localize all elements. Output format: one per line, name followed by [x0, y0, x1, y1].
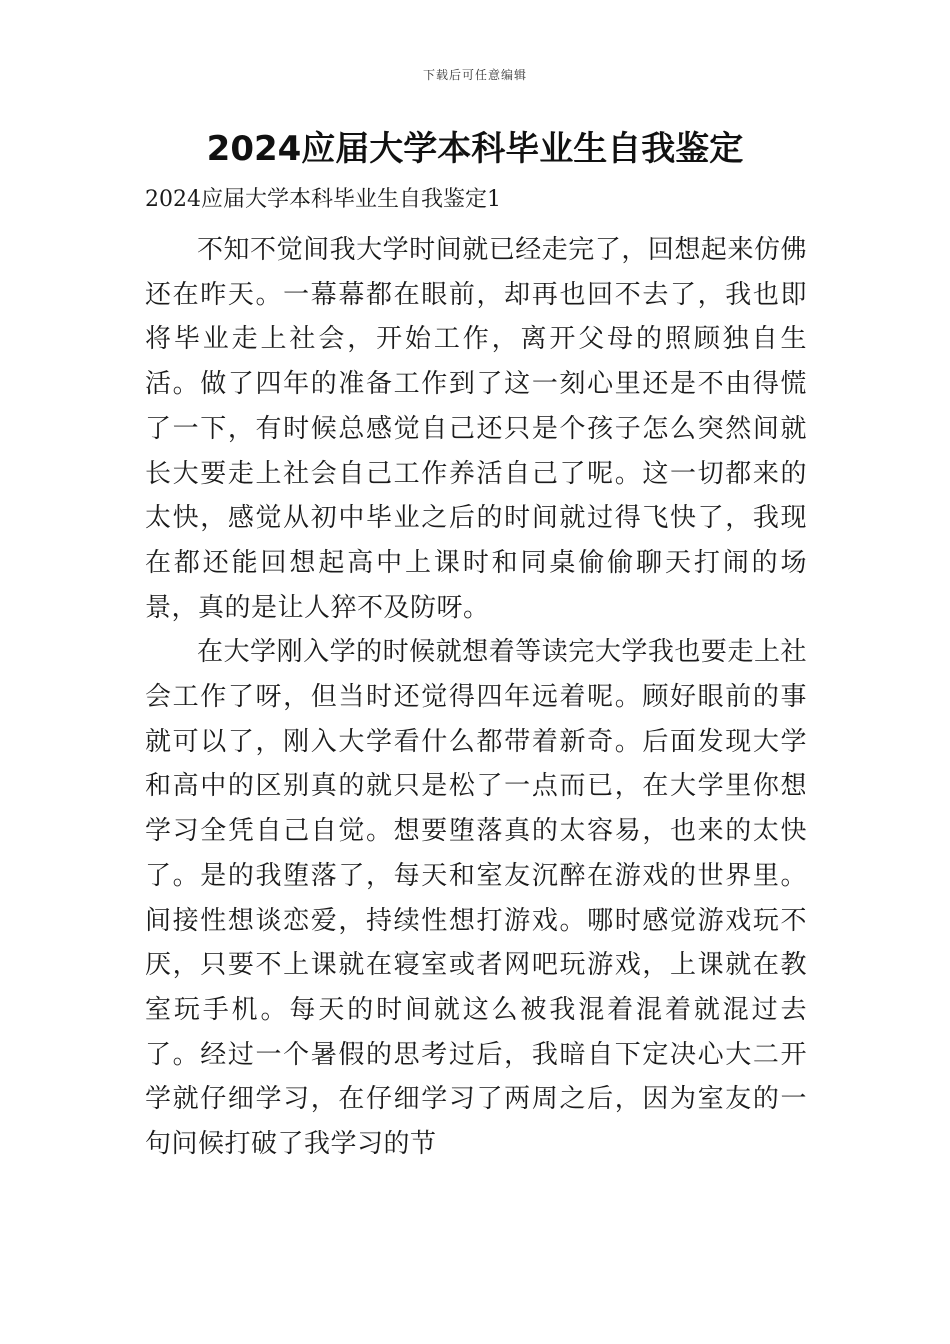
- paragraph-2: 在大学刚入学的时候就想着等读完大学我也要走上社会工作了呀，但当时还觉得四年远着呢。顾好眼前的事就可以了，刚入大学看什么都带着新奇。后面发现大学和高中的区别真的就只是松了一点而已，在大学里你想学习全凭自己自觉。想要堕落真的太容易，也来的太快了。是的我堕落了，每天和室友沉醉在游戏的世界里。间接性想谈恋爱，持续性想打游戏。哪时感觉游戏玩不厌，只要不上课就在寝室或者网吧玩游戏，上课就在教室玩手机。每天的时间就这么被我混着混着就混过去了。经过一个暑假的思考过后，我暗自下定决心大二开学就仔细学习，在仔细学习了两周之后，因为室友的一句问候打破了我学习的节: [145, 637, 807, 1160]
- document-title: 2024应届大学本科毕业生自我鉴定: [206, 129, 744, 169]
- header-note: 下载后可任意编辑: [422, 68, 527, 82]
- body-text: [145, 228, 807, 1167]
- section-subtitle: 2024应届大学本科毕业生自我鉴定1: [145, 187, 501, 212]
- paragraph-1: 不知不觉间我大学时间就已经走完了，回想起来仿佛还在昨天。一幕幕都在眼前，却再也回不去了，我也即将毕业走上社会，开始工作，离开父母的照顾独自生活。做了四年的准备工作到了这一刻心里还是不由得慌了一下，有时候总感觉自己还只是个孩子怎么突然间就长大要走上社会自己工作养活自己了呢。这一切都来的太快，感觉从初中毕业之后的时间就过得飞快了，我现在都还能回想起高中上课时和同桌偷偷聊天打闹的场景，真的是让人猝不及防呀。: [145, 235, 807, 623]
